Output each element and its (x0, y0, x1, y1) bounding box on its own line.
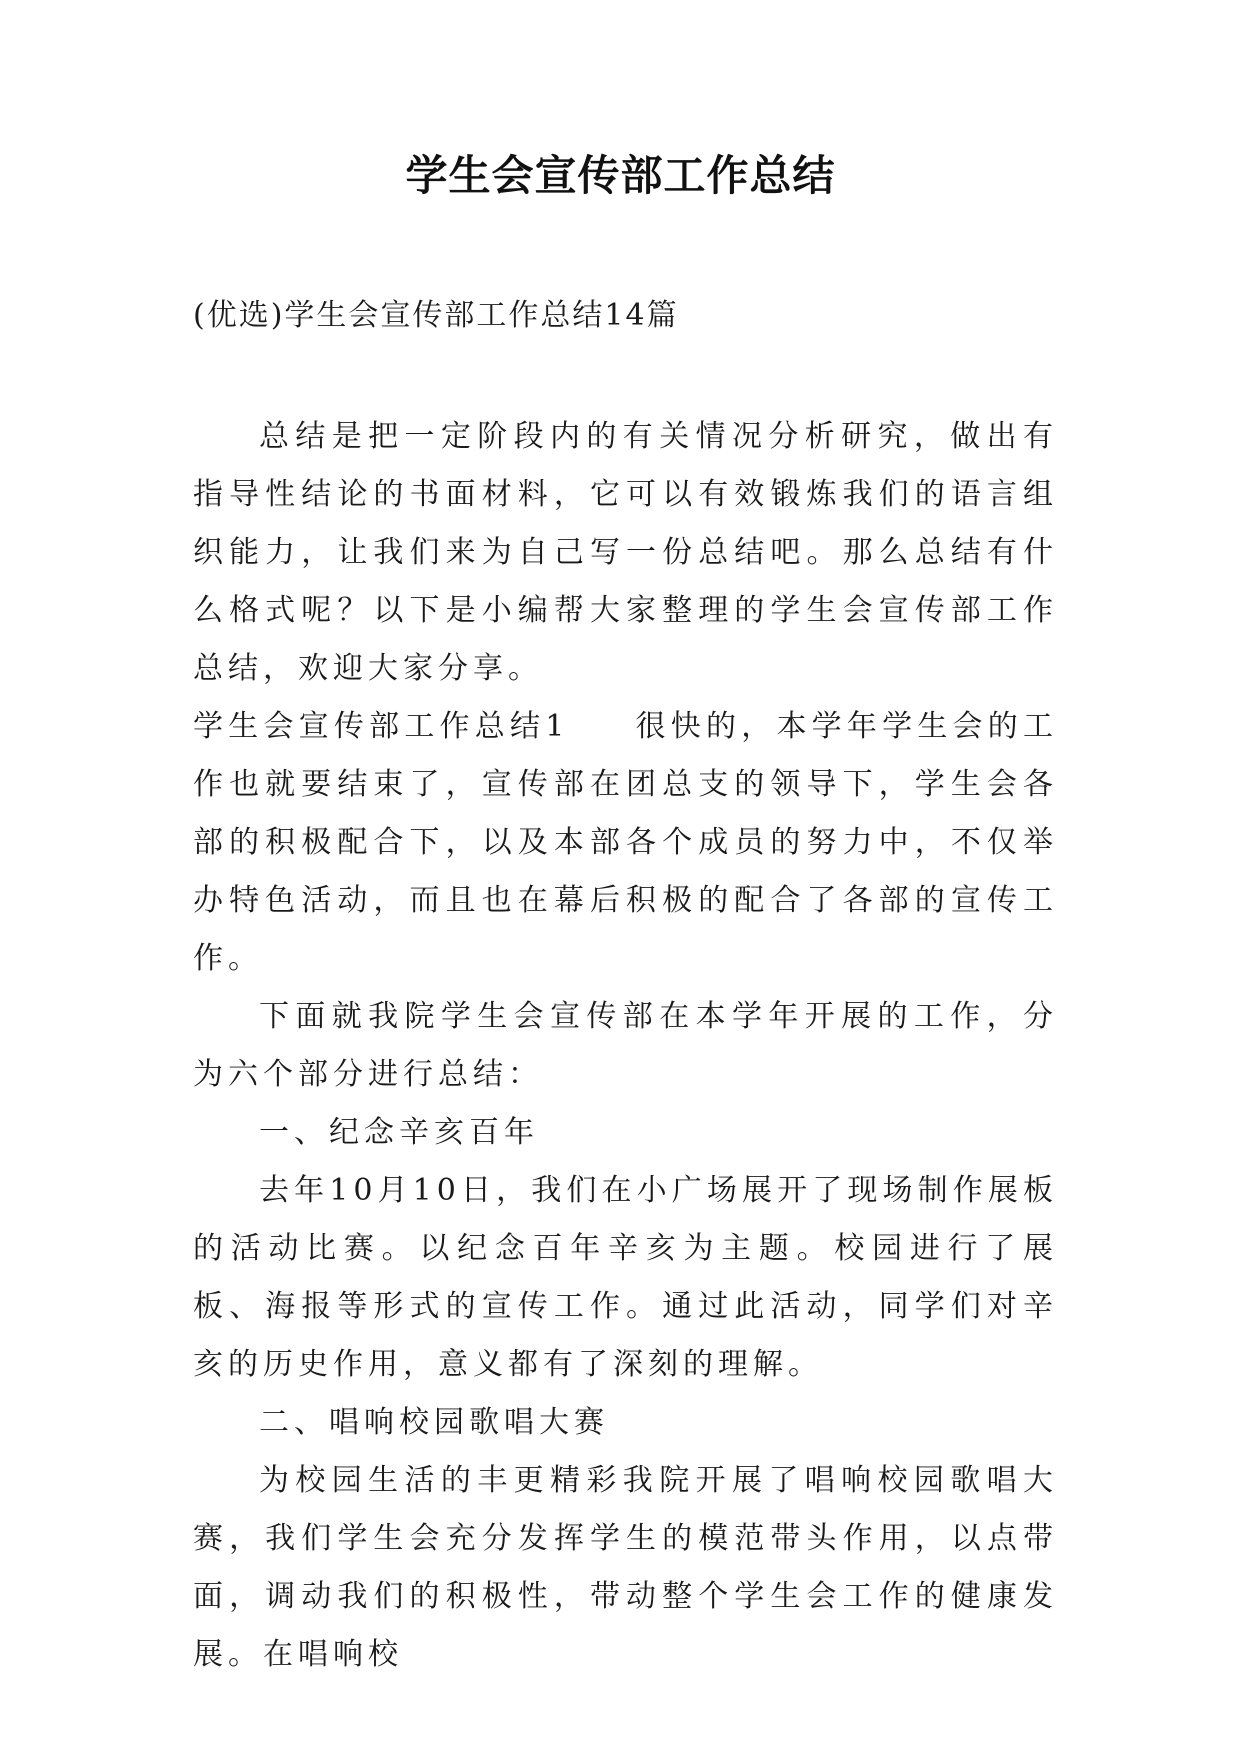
intro-paragraph: 总结是把一定阶段内的有关情况分析研究，做出有指导性结论的书面材料，它可以有效锻炼我们的语言组织能力，让我们来为自己写一份总结吧。那么总结有什么格式呢？以下是小编帮大家整理的学生会宣传部工作总结，欢迎大家分享。 (193, 419, 1058, 686)
part-2-paragraph: 为校园生活的丰更精彩我院开展了唱响校园歌唱大赛，我们学生会充分发挥学生的模范带头作用，以点带面，调动我们的积极性，带动整个学生会工作的健康发展。在唱响校 (193, 1463, 1058, 1672)
section-1-paragraph (193, 698, 1058, 988)
section-1-heading: 学生会宣传部工作总结1 (193, 709, 570, 744)
section-1-text: 很快的，本学年学生会的工作也就要结束了，宣传部在团总支的领导下，学生会各部的积极配合下，以及本部各个成员的努力中，不仅举办特色活动，而且也在幕后积极的配合了各部的宣传工作。 (193, 709, 1059, 976)
part-2-heading: 二、唱响校园歌唱大赛 (259, 1405, 609, 1440)
part-1-paragraph: 去年10月10日，我们在小广场展开了现场制作展板的活动比赛。以纪念百年辛亥为主题。校园进行了展板、海报等形式的宣传工作。通过此活动，同学们对辛亥的历史作用，意义都有了深刻的理解。 (193, 1173, 1058, 1382)
document-title: 学生会宣传部工作总结 (405, 151, 836, 200)
document-body (193, 408, 1058, 1684)
overview-paragraph: 下面就我院学生会宣传部在本学年开展的工作，分为六个部分进行总结： (193, 999, 1058, 1092)
document-subtitle: (优选)学生会宣传部工作总结14篇 (193, 298, 679, 333)
part-1-heading: 一、纪念辛亥百年 (259, 1115, 539, 1150)
